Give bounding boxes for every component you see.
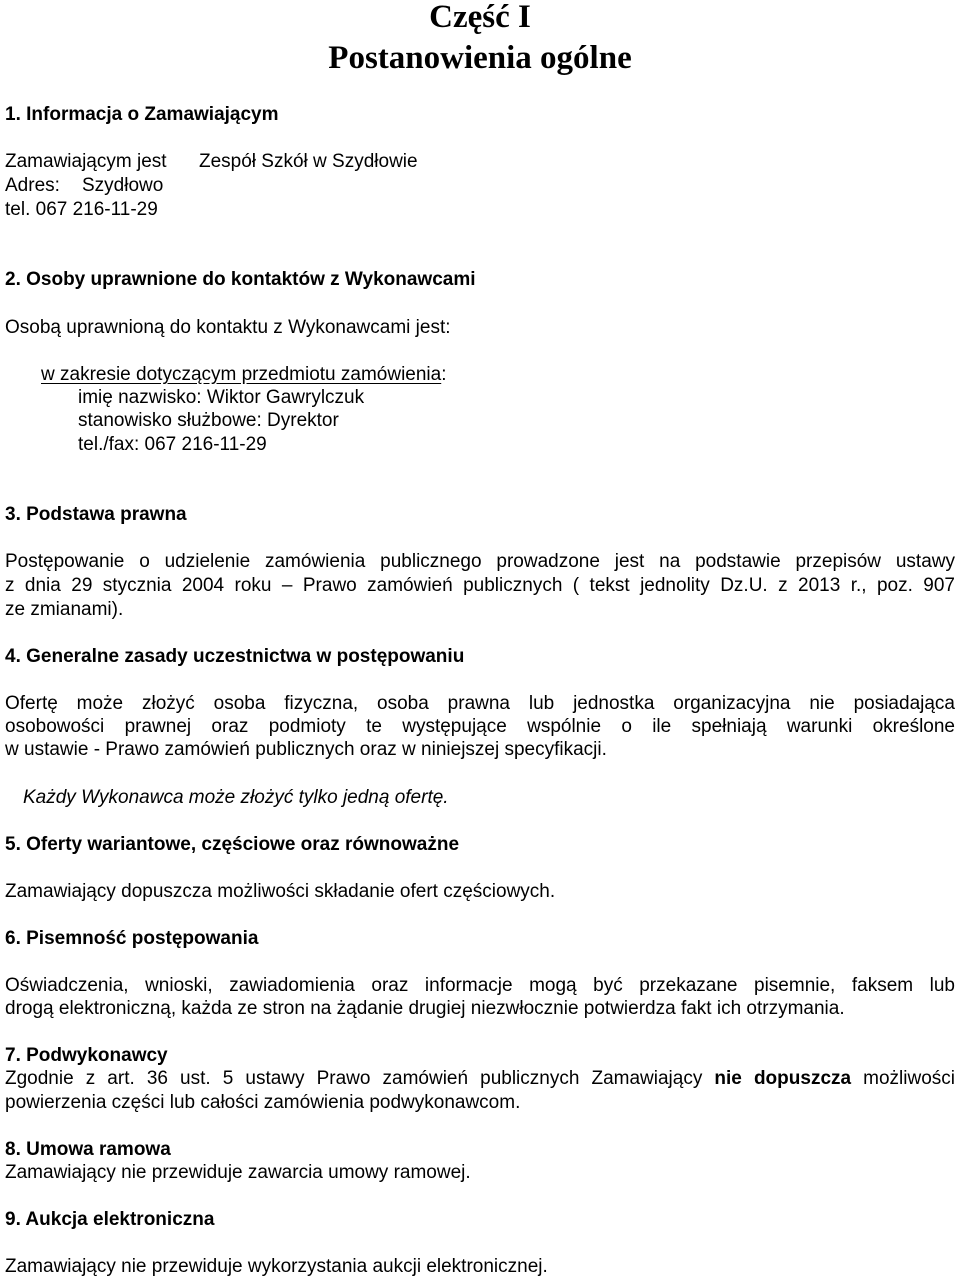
legal-basis-line-2: z dnia 29 stycznia 2004 roku – Prawo zamówień publicznych ( tekst jednolity Dz.U. z 2013 r., poz. 907 — [5, 575, 955, 596]
legal-basis-line-3: ze zmianami). — [5, 599, 124, 620]
legal-basis-line-1: Postępowanie o udzielenie zamówienia publicznego prowadzone jest na podstawie przepisów ustawy — [5, 551, 955, 572]
contact-intro: Osobą uprawnioną do kontaktu z Wykonawcami jest: — [5, 317, 451, 338]
contact-fax: tel./fax: 067 216-11-29 — [78, 434, 267, 455]
contact-scope-colon: : — [441, 364, 447, 385]
contact-name: imię nazwisko: Wiktor Gawrylczuk — [78, 387, 365, 408]
section-4-heading: 4. Generalne zasady uczestnictwa w postępowaniu — [5, 646, 465, 667]
partial-offers-text: Zamawiający dopuszcza możliwości składanie ofert częściowych. — [5, 881, 556, 902]
subcontractors-text-a: Zgodnie z art. 36 ust. 5 ustawy Prawo zamówień publicznych Zamawiający — [5, 1068, 715, 1089]
ordering-party-label: Zamawiającym jest — [5, 151, 167, 172]
part-number: Część I — [429, 0, 531, 35]
ordering-party-phone: tel. 067 216-11-29 — [5, 199, 158, 220]
framework-agreement-text: Zamawiający nie przewiduje zawarcia umowy ramowej. — [5, 1162, 471, 1183]
contact-position: stanowisko służbowe: Dyrektor — [78, 410, 339, 431]
written-form-line-1: Oświadczenia, wnioski, zawiadomienia oraz informacje mogą być przekazane pisemnie, faksem lub — [5, 975, 955, 996]
contact-scope — [41, 363, 447, 386]
section-2-heading: 2. Osoby uprawnione do kontaktów z Wykonawcami — [5, 269, 476, 290]
subcontractors-emphasis: nie dopuszcza — [714, 1068, 852, 1089]
written-form-line-2: drogą elektroniczną, każda ze stron na żądanie drugiej niezwłocznie potwierdza fakt ich otrzymania. — [5, 998, 845, 1019]
single-offer-note: Każdy Wykonawca może złożyć tylko jedną ofertę. — [23, 787, 449, 808]
contact-scope-label: w zakresie dotyczącym przedmiotu zamówienia — [41, 364, 442, 385]
address-value: Szydłowo — [82, 175, 164, 196]
section-6-heading: 6. Pisemność postępowania — [5, 928, 259, 949]
ordering-party-value: Zespół Szkół w Szydłowie — [199, 151, 418, 172]
subcontractors-line-2: powierzenia części lub całości zamówienia podwykonawcom. — [5, 1092, 521, 1113]
electronic-auction-text: Zamawiający nie przewiduje wykorzystania aukcji elektronicznej. — [5, 1256, 548, 1277]
subcontractors-line-1 — [5, 1067, 955, 1090]
section-1-heading: 1. Informacja o Zamawiającym — [5, 104, 279, 125]
part-title: Postanowienia ogólne — [328, 40, 632, 76]
section-5-heading: 5. Oferty wariantowe, częściowe oraz równoważne — [5, 834, 460, 855]
participation-line-2: osobowości prawnej oraz podmioty te występujące wspólnie o ile spełniają warunki określone — [5, 716, 955, 737]
section-3-heading: 3. Podstawa prawna — [5, 504, 187, 525]
subcontractors-text-c: możliwości — [851, 1068, 955, 1089]
participation-line-3: w ustawie - Prawo zamówień publicznych oraz w niniejszej specyfikacji. — [5, 739, 607, 760]
section-7-heading: 7. Podwykonawcy — [5, 1045, 168, 1066]
section-8-heading: 8. Umowa ramowa — [5, 1139, 171, 1160]
address-label: Adres: — [5, 175, 60, 196]
section-9-heading: 9. Aukcja elektroniczna — [5, 1209, 215, 1230]
participation-line-1: Ofertę może złożyć osoba fizyczna, osoba prawna lub jednostka organizacyjna nie posiadająca — [5, 693, 955, 714]
